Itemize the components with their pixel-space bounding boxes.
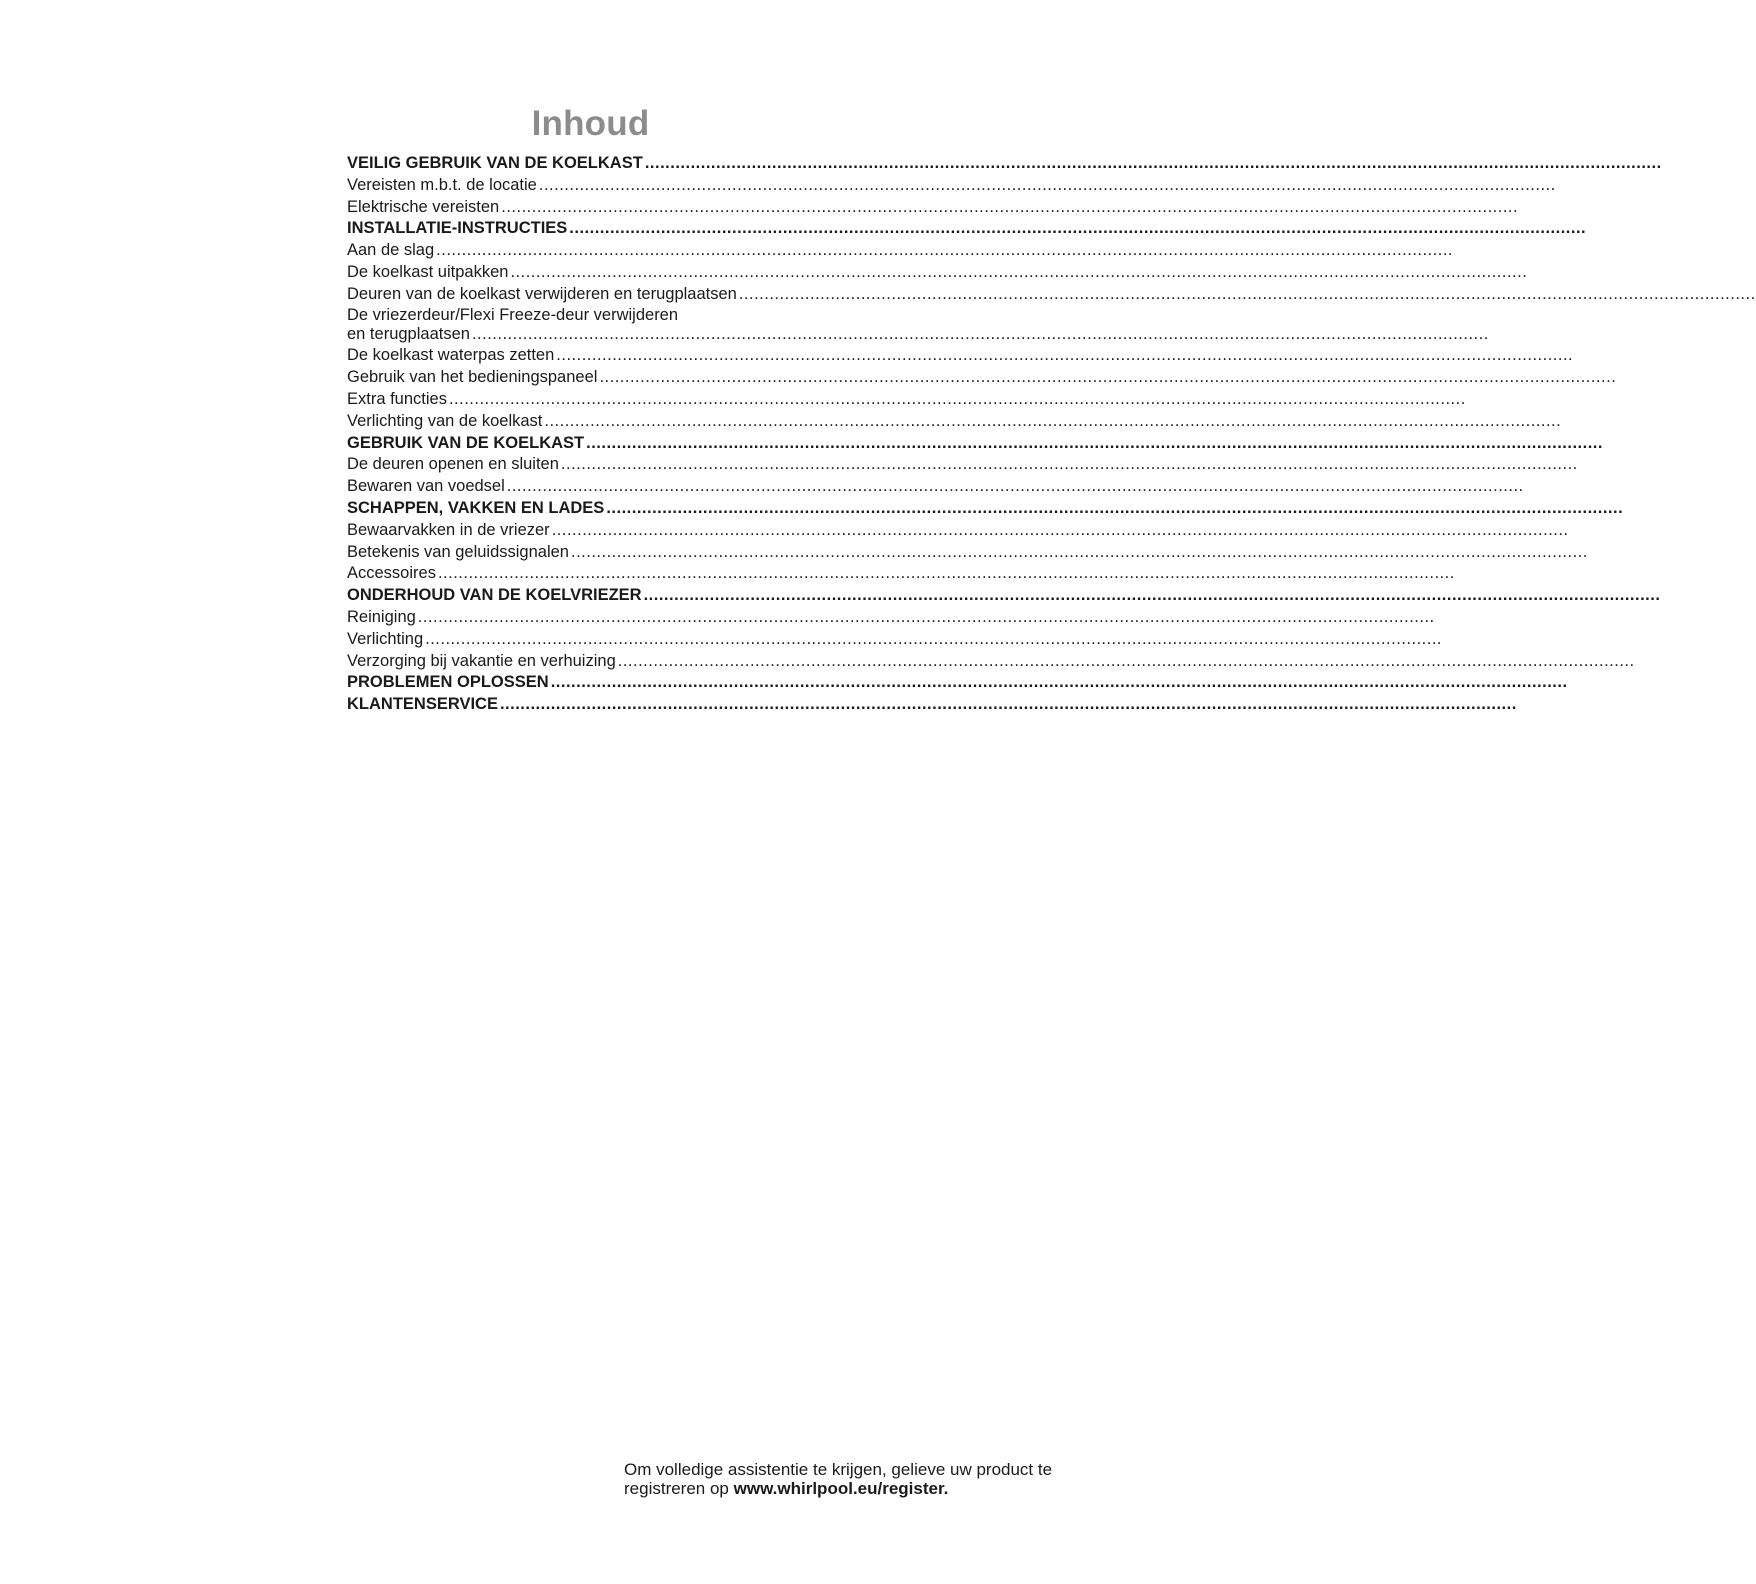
toc-entry-label: PROBLEMEN OPLOSSEN: [347, 673, 549, 692]
toc-leader-dots: ........................................................................................................................................................................................................: [538, 175, 1556, 194]
toc-entry[interactable]: [347, 367, 1617, 389]
toc-entry[interactable]: [347, 389, 1466, 411]
toc-entry-label: Accessoires: [347, 564, 436, 583]
toc-section-heading[interactable]: [347, 694, 1517, 716]
toc-leader-dots: ........................................................................................................................................................................................................: [550, 673, 1568, 692]
toc-entry-label: Vereisten m.b.t. de locatie: [347, 175, 537, 194]
toc-entry-label: Verlichting: [347, 629, 424, 648]
toc-entry[interactable]: [347, 197, 1519, 219]
toc-section-heading[interactable]: [347, 585, 1661, 607]
toc-entry-label: Elektrische vereisten: [347, 197, 500, 216]
toc-leader-dots: ........................................................................................................................................................................................................: [617, 651, 1635, 670]
toc-section-heading[interactable]: [347, 153, 1662, 175]
registration-note: [624, 1460, 1094, 1498]
toc-entry[interactable]: [347, 305, 1489, 346]
toc-entry-label: Gebruik van het bedieningspaneel: [347, 368, 598, 387]
toc-entry[interactable]: [347, 284, 1756, 306]
toc-leader-dots: ........................................................................................................................................................................................................: [471, 324, 1489, 343]
toc-entry[interactable]: [347, 542, 1588, 564]
toc-entry-label-continued: en terugplaatsen: [347, 324, 470, 343]
toc-entry[interactable]: [347, 563, 1455, 585]
toc-entry-label: Reiniging: [347, 607, 416, 626]
toc-section-heading[interactable]: [347, 498, 1624, 520]
toc-entry-label: De koelkast uitpakken: [347, 262, 509, 281]
registration-note-line2: [624, 1479, 1094, 1498]
toc-entry-label: Deuren van de koelkast verwijderen en terugplaatsen: [347, 284, 737, 303]
toc-entry-label: Verzorging bij vakantie en verhuizing: [347, 651, 616, 670]
toc-entry[interactable]: [347, 629, 1442, 651]
toc-leader-dots: ........................................................................................................................................................................................................: [599, 368, 1617, 387]
toc-entry-label: Verlichting van de koelkast: [347, 411, 543, 430]
toc-entry-label: ONDERHOUD VAN DE KOELVRIEZER: [347, 586, 642, 605]
toc-leader-dots: ........................................................................................................................................................................................................: [436, 241, 1454, 260]
toc-entry[interactable]: [347, 520, 1569, 542]
toc-entry[interactable]: [347, 345, 1574, 367]
toc-entry-label: Bewaren van voedsel: [347, 477, 505, 496]
toc-entry[interactable]: [347, 411, 1562, 433]
toc-leader-dots: ........................................................................................................................................................................................................: [571, 542, 1588, 561]
toc-entry[interactable]: [347, 607, 1435, 629]
toc-entry-label: Aan de slag: [347, 241, 435, 260]
table-of-contents: [347, 153, 1756, 716]
toc-leader-dots: ........................................................................................................................................................................................................: [643, 586, 1661, 605]
toc-leader-dots: ........................................................................................................................................................................................................: [560, 455, 1578, 474]
toc-leader-dots: ........................................................................................................................................................................................................: [551, 520, 1569, 539]
page-title: Inhoud: [531, 104, 650, 143]
toc-leader-dots: ........................................................................................................................................................................................................: [425, 629, 1442, 648]
toc-entry-label: VEILIG GEBRUIK VAN DE KOELKAST: [347, 154, 643, 172]
toc-entry[interactable]: [347, 262, 1528, 284]
toc-leader-dots: ........................................................................................................................................................................................................: [501, 197, 1519, 216]
toc-leader-dots: ........................................................................................................................................................................................................: [437, 564, 1455, 583]
toc-leader-dots: ........................................................................................................................................................................................................: [586, 433, 1603, 452]
toc-leader-dots: ........................................................................................................................................................................................................: [556, 346, 1574, 365]
toc-entry-label: INSTALLATIE-INSTRUCTIES: [347, 219, 568, 238]
toc-entry-label: De koelkast waterpas zetten: [347, 346, 555, 365]
toc-entry-label: Extra functies: [347, 389, 447, 408]
toc-entry-label: Bewaarvakken in de vriezer: [347, 520, 550, 539]
toc-entry-label: De vriezerdeur/Flexi Freeze-deur verwijderen: [347, 305, 679, 324]
toc-entry-label: De deuren openen en sluiten: [347, 455, 559, 474]
toc-section-heading[interactable]: [347, 218, 1587, 240]
toc-entry[interactable]: [347, 454, 1578, 476]
toc-entry[interactable]: [347, 240, 1454, 262]
toc-section-heading[interactable]: [347, 433, 1603, 455]
toc-leader-dots: ........................................................................................................................................................................................................: [499, 695, 1517, 714]
toc-entry[interactable]: [347, 476, 1524, 498]
registration-note-prefix: registreren op: [624, 1479, 734, 1498]
toc-leader-dots: ........................................................................................................................................................................................................: [417, 607, 1435, 626]
toc-entry[interactable]: [347, 651, 1635, 673]
toc-leader-dots: ........................................................................................................................................................................................................: [510, 262, 1528, 281]
toc-entry-label: SCHAPPEN, VAKKEN EN LADES: [347, 498, 605, 517]
toc-leader-dots: ........................................................................................................................................................................................................: [506, 477, 1524, 496]
toc-leader-dots: ........................................................................................................................................................................................................: [606, 498, 1624, 517]
toc-leader-dots: ........................................................................................................................................................................................................: [738, 284, 1756, 303]
toc-leader-dots: ........................................................................................................................................................................................................: [544, 411, 1562, 430]
registration-url-link[interactable]: www.whirlpool.eu/register.: [733, 1479, 949, 1498]
toc-entry-label: Betekenis van geluidssignalen: [347, 542, 569, 561]
toc-section-heading[interactable]: [347, 672, 1568, 694]
registration-note-line1: Om volledige assistentie te krijgen, gelieve uw product te: [624, 1460, 1053, 1479]
toc-leader-dots: ........................................................................................................................................................................................................: [448, 389, 1466, 408]
toc-leader-dots: ........................................................................................................................................................................................................: [644, 154, 1662, 172]
toc-entry[interactable]: [347, 175, 1556, 197]
toc-leader-dots: ........................................................................................................................................................................................................: [569, 219, 1587, 238]
toc-entry-label: KLANTENSERVICE: [347, 695, 498, 714]
toc-entry-label: GEBRUIK VAN DE KOELKAST: [347, 433, 585, 452]
